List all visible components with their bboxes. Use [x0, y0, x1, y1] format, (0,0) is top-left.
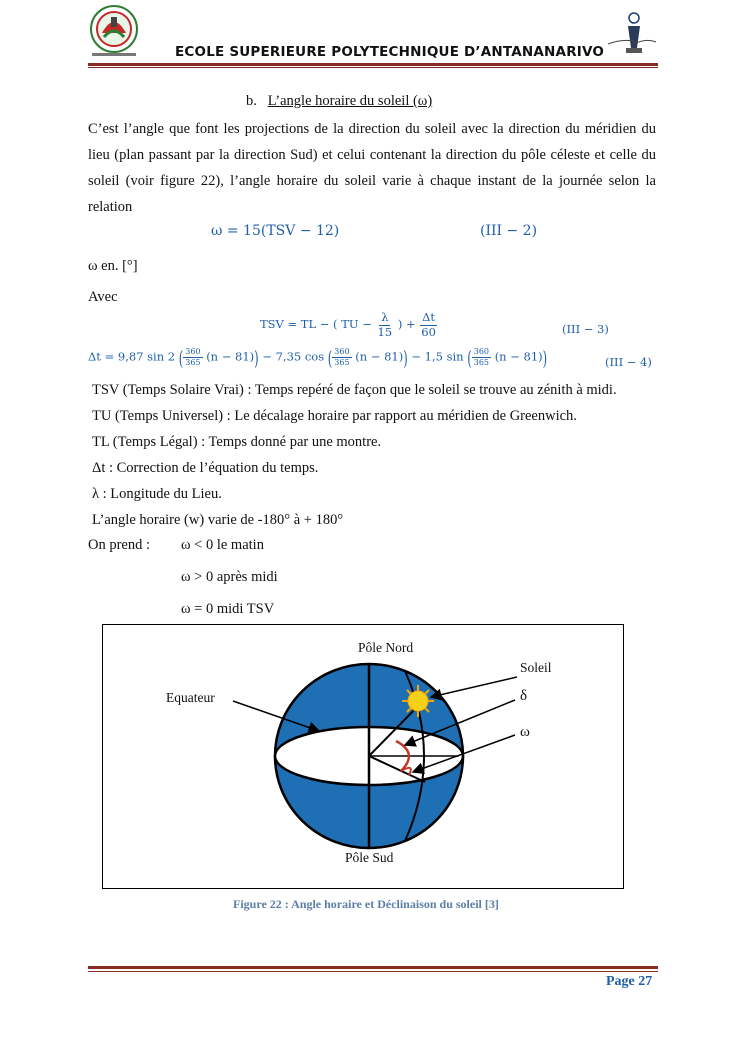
definition-tl: TL (Temps Légal) : Temps donné par une montre. — [92, 434, 382, 450]
page-number: Page 27 — [606, 974, 653, 989]
header-rule-thin — [88, 67, 658, 68]
equation-iii-3 — [260, 312, 438, 338]
eq4-inner3: (n − 81) — [494, 349, 543, 364]
footer-rule — [88, 966, 658, 969]
eq3-fraction-dt — [419, 312, 438, 338]
definition-range: L’angle horaire (w) varie de -180° à + 180° — [92, 512, 344, 528]
eq3-lhs: TSV = TL − ( TU − — [260, 317, 376, 331]
eq4-frac1-num: 360 — [185, 347, 201, 356]
eq4-inner1: (n − 81) — [206, 349, 255, 364]
eq4-frac1-den: 365 — [185, 358, 201, 367]
equation-number-iii-4: (III − 4) — [605, 355, 652, 369]
partner-logo — [604, 8, 658, 60]
definition-dt: Δt : Correction de l’équation du temps. — [92, 460, 319, 476]
on-prend-item: ω = 0 midi TSV — [181, 601, 275, 617]
label-pole-nord: Pôle Nord — [358, 640, 414, 655]
school-logo — [88, 3, 140, 59]
eq4-term3: − 1,5 sin — [411, 349, 464, 364]
eq4-term1: Δt = 9,87 sin 2 — [88, 349, 176, 364]
equation-number-iii-2: (III − 2) — [480, 223, 538, 239]
avec-label: Avec — [88, 289, 118, 305]
soleil-pointer — [431, 677, 517, 697]
paragraph: C’est l’angle que font les projections de la direction du soleil avec la direction du méridien du lieu (plan passant par la direction Sud) et celui contenant la direction du pôle céleste et celle du soleil (voir figure 22), l’angle horaire du soleil varie à chaque instant de la journée selon la relation — [88, 121, 656, 215]
definition-list — [92, 377, 617, 533]
on-prend-label: On prend : — [88, 537, 151, 553]
eq4-frac3-num: 360 — [473, 347, 490, 356]
eq4-frac3 — [472, 348, 491, 367]
figure-caption: Figure 22 : Angle horaire et Déclinaison du soleil [3] — [233, 897, 499, 911]
eq3-frac1-den: 15 — [377, 324, 393, 339]
header-title: ECOLE SUPERIEURE POLYTECHNIQUE D’ANTANANARIVO — [175, 44, 605, 60]
eq4-frac2-den: 365 — [334, 358, 350, 367]
eq3-mid: ) + — [397, 317, 420, 331]
equation-number-iii-3: (III − 3) — [562, 322, 609, 336]
eq4-frac2-num: 360 — [334, 347, 350, 356]
eq4-inner2: (n − 81) — [355, 349, 404, 364]
equation-iii-2: ω = 15(TSV − 12) — [211, 223, 340, 239]
eq4-term2: − 7,35 cos — [262, 349, 325, 364]
section-marker: b. — [246, 93, 257, 109]
header-rule — [88, 63, 658, 66]
label-omega: ω — [520, 724, 530, 740]
label-equateur: Equateur — [166, 690, 215, 705]
eq4-frac2 — [332, 348, 351, 367]
label-soleil: Soleil — [520, 660, 552, 675]
omega-unit: ω en. [°] — [88, 258, 138, 274]
eq3-frac2-den: 60 — [421, 324, 436, 339]
section-title: L’angle horaire du soleil (ω) — [267, 93, 433, 109]
eq3-frac1-num: λ — [381, 310, 389, 324]
equation-iii-4: Δt = 9,87 sin 2 ( $\frac{360}{365}$ (n − 81)) − 7,35 cos ( $\frac{360}{365}$ (n − 81)) − 1,5 sin ( $\frac{360}{365}$ (n − 81)) — [88, 345, 548, 370]
label-pole-sud: Pôle Sud — [345, 850, 394, 865]
label-delta: δ — [520, 688, 528, 704]
section-heading — [246, 91, 432, 111]
on-prend-item: ω > 0 après midi — [181, 569, 278, 585]
eq4-frac1 — [183, 348, 202, 367]
footer-rule-thin — [88, 971, 658, 972]
eq3-fraction-lambda — [376, 312, 395, 338]
on-prend-item: ω < 0 le matin — [181, 537, 264, 553]
definition-tu: TU (Temps Universel) : Le décalage horaire par rapport au méridien de Greenwich. — [92, 408, 577, 424]
eq3-frac2-num: Δt — [422, 310, 436, 324]
eq4-frac3-den: 365 — [473, 358, 490, 367]
definition-tsv: TSV (Temps Solaire Vrai) : Temps repéré de façon que le soleil se trouve au zénith à midi. — [92, 382, 617, 398]
definition-lambda: λ : Longitude du Lieu. — [92, 486, 222, 502]
